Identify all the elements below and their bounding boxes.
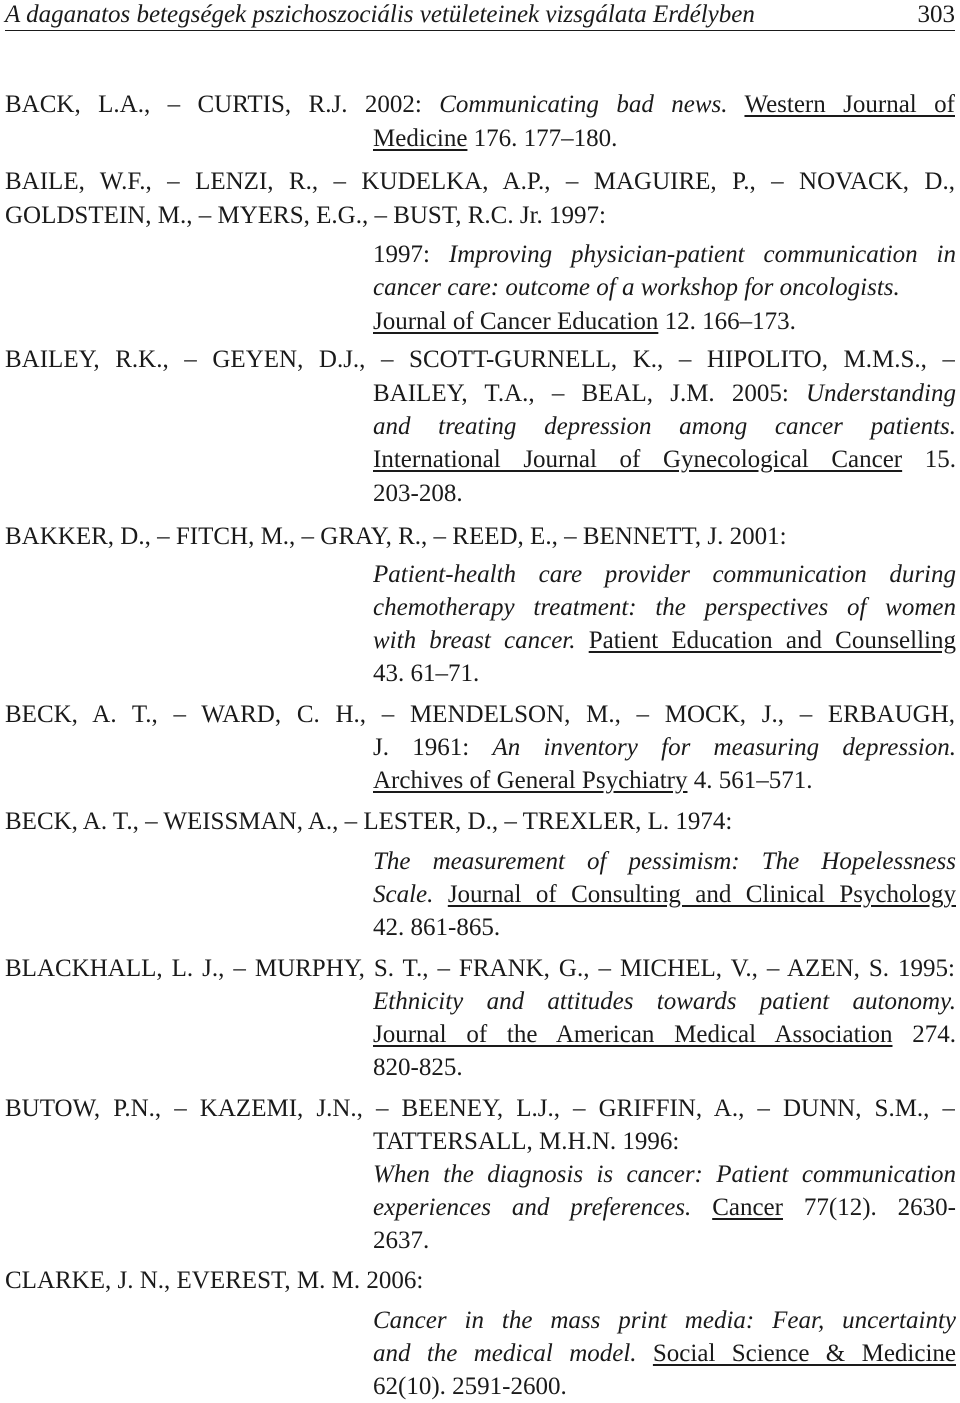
reference-clarke-line1: CLARKE, J. N., EVEREST, M. M. 2006: [5,1267,424,1294]
reference-butow-line1: BUTOW, P.N., – KAZEMI, J.N., – BEENEY, L.J., – GRIFFIN, A., – DUNN, S.M., – [5,1095,955,1122]
reference-bakker-line5: 43. 61–71. [373,660,480,687]
reference-blackhall-line2: Ethnicity and attitudes towards patient autonomy. [373,988,956,1015]
journal-link: Medicine [373,125,468,152]
reference-clarke-line4: 62(10). 2591-2600. [373,1373,567,1400]
reference-beck1974-line2: The measurement of pessimism: The Hopelessness [373,848,956,875]
journal-link: Journal of the American Medical Association [373,1021,893,1048]
journal-link: Cancer [712,1194,783,1221]
reference-blackhall-line1: BLACKHALL, L. J., – MURPHY, S. T., – FRANK, G., – MICHEL, V., – AZEN, S. 1995: [5,955,955,982]
journal-link: International Journal of Gynecological Cancer [373,446,903,473]
reference-beck1974-line1: BECK, A. T., – WEISSMAN, A., – LESTER, D., – TREXLER, L. 1974: [5,808,733,835]
reference-baile-line2: GOLDSTEIN, M., – MYERS, E.G., – BUST, R.C. Jr. 1997: [5,202,606,229]
journal-link: Patient Education and Counselling [588,627,956,654]
reference-blackhall-line3: Journal of the American Medical Association 274. [373,1021,956,1048]
reference-beck1974-line4: 42. 861-865. [373,914,501,941]
reference-beck1961-line2: J. 1961: An inventory for measuring depression. [373,734,956,761]
reference-bakker-line3: chemotherapy treatment: the perspectives of women [373,594,956,621]
reference-bakker-line1: BAKKER, D., – FITCH, M., – GRAY, R., – REED, E., – BENNETT, J. 2001: [5,523,787,550]
journal-link: Journal of Consulting and Clinical Psychology [447,881,956,908]
page-number: 303 [917,1,955,28]
reference-baile-line1: BAILE, W.F., – LENZI, R., – KUDELKA, A.P., – MAGUIRE, P., – NOVACK, D., [5,168,955,195]
reference-bailey-line2: BAILEY, T.A., – BEAL, J.M. 2005: Understanding [373,380,956,407]
journal-link: Archives of General Psychiatry [373,767,688,794]
reference-butow-line4: experiences and preferences. Cancer 77(12). 2630- [373,1194,956,1221]
reference-clarke-line3: and the medical model. Social Science & Medicine [373,1340,956,1367]
reference-bailey-line1: BAILEY, R.K., – GEYEN, D.J., – SCOTT-GURNELL, K., – HIPOLITO, M.M.S., – [5,346,955,373]
reference-beck1961-line3: Archives of General Psychiatry 4. 561–571. [373,767,813,794]
journal-link: Journal of Cancer Education [373,308,659,335]
reference-beck1961-line1: BECK, A. T., – WARD, C. H., – MENDELSON, M., – MOCK, J., – ERBAUGH, [5,701,955,728]
reference-butow-line5: 2637. [373,1227,430,1254]
reference-bailey-line4: International Journal of Gynecological Cancer 15. [373,446,956,473]
reference-butow-line2: TATTERSALL, M.H.N. 1996: [373,1128,680,1155]
reference-beck1974-line3: Scale. Journal of Consulting and Clinical Psychology [373,881,956,908]
reference-baile-line5: Journal of Cancer Education 12. 166–173. [373,308,796,335]
reference-butow-line3: When the diagnosis is cancer: Patient communication [373,1161,956,1188]
reference-blackhall-line4: 820-825. [373,1054,463,1081]
reference-bailey-line3: and treating depression among cancer patients. [373,413,956,440]
reference-bakker-line4: with breast cancer. Patient Education and Counselling [373,627,956,654]
reference-baile-line4: cancer care: outcome of a workshop for oncologists. [373,274,900,301]
reference-clarke-line2: Cancer in the mass print media: Fear, uncertainty [373,1307,956,1334]
reference-bailey-line5: 203-208. [373,480,463,507]
running-header [5,0,955,31]
reference-back-line1: BACK, L.A., – CURTIS, R.J. 2002: Communicating bad news. Western Journal of [5,91,955,118]
running-title: A daganatos betegségek pszichoszociális vetületeinek vizsgálata Erdélyben [5,1,755,28]
journal-link: Social Science & Medicine [652,1340,956,1367]
reference-bakker-line2: Patient-health care provider communication during [373,561,956,588]
reference-back-line2: Medicine 176. 177–180. [373,125,618,152]
reference-baile-line3: 1997: Improving physician-patient communication in [373,241,956,268]
journal-link: Western Journal of [744,91,955,118]
